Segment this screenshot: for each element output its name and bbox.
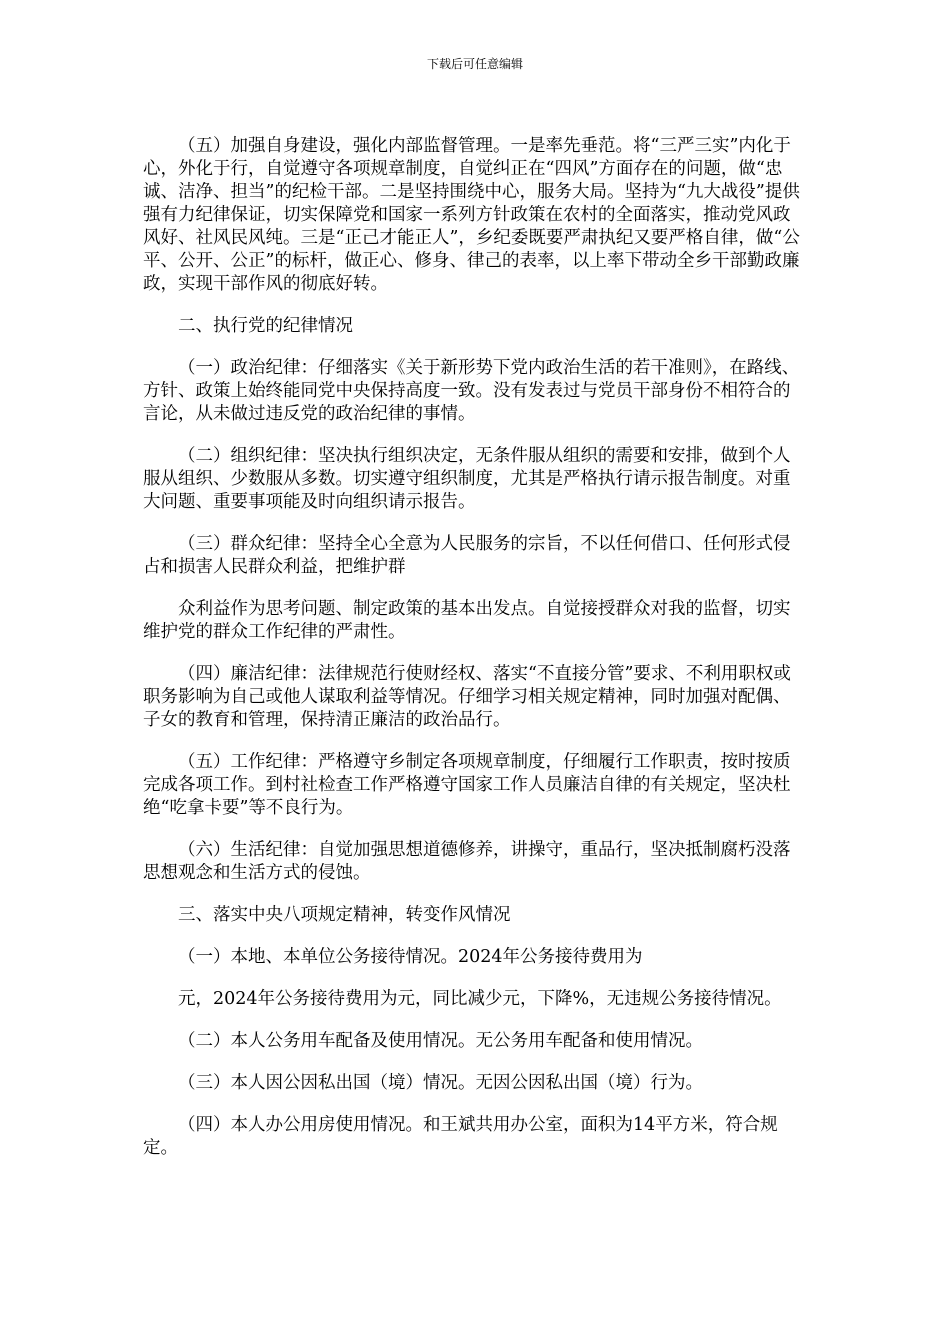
paragraph-political-discipline: （一）政治纪律：仔细落实《关于新形势下党内政治生活的若干准则》，在路线、方针、政策上始终能同党中央保持高度一致。没有发表过与党员干部身份不相符合的言论，从未做过违反党的政治纪律的事情。 xyxy=(143,358,800,424)
paragraph-office-space: （四）本人办公用房使用情况。和王斌共用办公室，面积为14平方米，符合规定。 xyxy=(143,1115,778,1158)
paragraph-official-vehicle: （二）本人公务用车配备及使用情况。无公务用车配备和使用情况。 xyxy=(178,1031,703,1051)
page-header: 下载后可任意编辑 xyxy=(426,57,523,71)
paragraph-reception-costs-continued: 元，2024年公务接待费用为元，同比减少元，下降%，无违规公务接待情况。 xyxy=(178,989,782,1009)
section-heading-party-discipline: 二、执行党的纪律情况 xyxy=(178,316,353,336)
paragraph-overseas-travel: （三）本人因公因私出国（境）情况。无因公因私出国（境）行为。 xyxy=(178,1073,703,1093)
paragraph-work-discipline: （五）工作纪律：严格遵守乡制定各项规章制度，仔细履行工作职责，按时按质完成各项工作。到村社检查工作严格遵守国家工作人员廉洁自律的有关规定，坚决杜绝“吃拿卡要”等不良行为。 xyxy=(143,752,791,818)
paragraph-reception-costs: （一）本地、本单位公务接待情况。2024年公务接待费用为 xyxy=(178,947,643,967)
paragraph-mass-discipline: （三）群众纪律：坚持全心全意为人民服务的宗旨，不以任何借口、任何形式侵占和损害人民群众利益，把维护群 xyxy=(143,534,791,577)
document-body xyxy=(143,135,807,1179)
paragraph-mass-discipline-continued: 众利益作为思考问题、制定政策的基本出发点。自觉接授群众对我的监督，切实维护党的群众工作纪律的严肃性。 xyxy=(143,599,791,642)
paragraph-integrity-discipline: （四）廉洁纪律：法律规范行使财经权、落实“不直接分管”要求、不利用职权或职务影响为自己或他人谋取利益等情况。仔细学习相关规定精神，同时加强对配偶、子女的教育和管理，保持清正廉洁的政治品行。 xyxy=(143,664,791,730)
paragraph-organizational-discipline: （二）组织纪律：坚决执行组织决定，无条件服从组织的需要和安排，做到个人服从组织、少数服从多数。切实遵守组织制度，尤其是严格执行请示报告制度。对重大问题、重要事项能及时向组织请示报告。 xyxy=(143,446,791,512)
section-heading-eight-regulations: 三、落实中央八项规定精神，转变作风情况 xyxy=(178,905,511,925)
paragraph-strengthen-self-building: （五）加强自身建设，强化内部监督管理。一是率先垂范。将“三严三实”内化于心，外化于行，自觉遵守各项规章制度，自觉纠正在“四风”方面存在的问题，做“忠诚、洁净、担当”的纪检干部。二是坚持围绕中心，服务大局。坚持为“九大战役”提供强有力纪律保证，切实保障党和国家一系列方针政策在农村的全面落实，推动党风政风好、社风民风纯。三是“正己才能正人”，乡纪委既要严肃执纪又要严格自律，做“公平、公开、公正”的标杆，做正心、修身、律己的表率，以上率下带动全乡干部勤政廉政，实现干部作风的彻底好转。 xyxy=(143,136,800,294)
paragraph-life-discipline: （六）生活纪律：自觉加强思想道德修养，讲操守，重品行，坚决抵制腐朽没落思想观念和生活方式的侵蚀。 xyxy=(143,840,791,883)
